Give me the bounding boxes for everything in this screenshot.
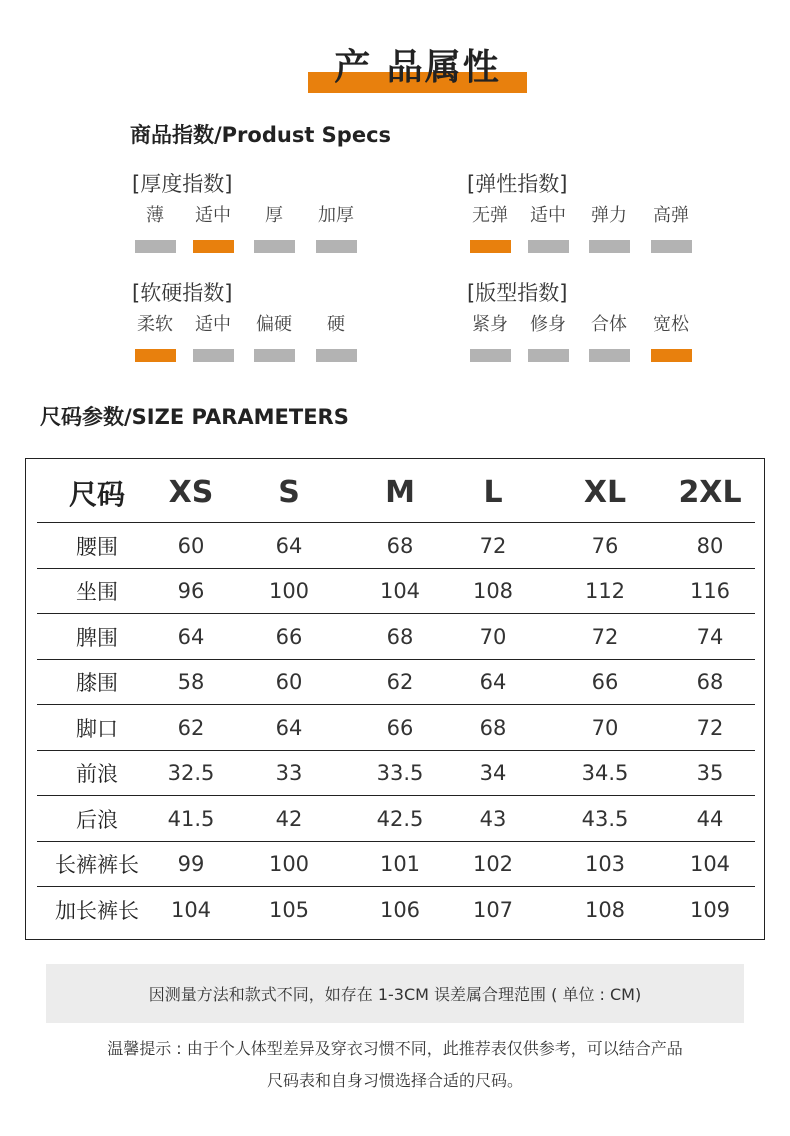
table-row	[37, 614, 755, 660]
table-cell: 106	[379, 897, 421, 922]
index-group-thickness	[132, 170, 392, 260]
table-cell: 66	[386, 715, 414, 740]
table-cell: 58	[177, 670, 205, 694]
index-option	[525, 313, 587, 363]
page-title: 产 品属性	[334, 47, 501, 88]
table-cell: 72	[696, 715, 724, 740]
table-cell: 99	[177, 852, 205, 876]
index-group-fit	[467, 279, 727, 369]
index-heading: [版型指数]	[467, 281, 568, 305]
index-option-label: 偏硬	[256, 314, 292, 335]
table-cell: 66	[591, 670, 619, 694]
index-option-label: 硬	[327, 314, 345, 335]
specs-section-title: 商品指数/Produst Specs	[130, 123, 392, 147]
table-cell: 44	[696, 806, 724, 831]
table-cell: 33	[275, 761, 303, 785]
table-cell: 41.5	[167, 806, 215, 831]
table-cell: 116	[689, 579, 731, 603]
table-row	[37, 751, 755, 796]
table-cell: 68	[386, 533, 414, 558]
table-cell: 34	[479, 761, 507, 785]
size-section-title: 尺码参数/SIZE PARAMETERS	[40, 405, 349, 429]
measurement-label: 长裤裤长	[55, 853, 139, 877]
measurement-note: 因测量方法和款式不同，如存在 1-3CM 误差属合理范围 ( 单位 : CM)	[148, 985, 642, 1004]
index-indicator	[651, 240, 692, 253]
table-cell: 80	[696, 533, 724, 558]
table-cell: 107	[472, 897, 514, 922]
measurement-label: 膝围	[76, 671, 118, 695]
table-cell: 96	[177, 579, 205, 603]
index-indicator	[254, 349, 295, 362]
table-cell: 35	[696, 761, 724, 785]
table-cell: 64	[275, 533, 303, 558]
index-option-label: 弹力	[591, 205, 627, 226]
table-cell: 108	[584, 897, 626, 922]
table-cell: 74	[696, 624, 724, 649]
table-row	[37, 569, 755, 614]
index-option	[313, 313, 375, 363]
table-cell: 42.5	[376, 806, 424, 831]
index-indicator	[470, 349, 511, 362]
index-option-label: 适中	[195, 314, 231, 335]
index-option	[467, 204, 529, 254]
index-indicator-active	[470, 240, 511, 253]
index-indicator	[528, 240, 569, 253]
table-cell: 102	[472, 852, 514, 876]
index-option-label: 紧身	[472, 314, 508, 335]
table-row	[37, 523, 755, 569]
measurement-label: 腰围	[76, 534, 118, 559]
index-option	[467, 313, 529, 363]
index-indicator-active	[651, 349, 692, 362]
tip-line: 温馨提示 : 由于个人体型差异及穿衣习惯不同，此推荐表仅供参考，可以结合产品	[107, 1039, 683, 1058]
index-option	[313, 204, 375, 254]
table-cell: 34.5	[581, 761, 629, 785]
index-heading: [厚度指数]	[132, 172, 233, 196]
table-cell: 70	[479, 624, 507, 649]
table-cell: 32.5	[167, 761, 215, 785]
table-cell: 33.5	[376, 761, 424, 785]
size-column-header: 尺码	[68, 477, 125, 511]
index-option-label: 宽松	[653, 314, 689, 335]
index-option	[586, 204, 648, 254]
index-indicator-active	[193, 240, 234, 253]
size-header-cell: S	[278, 475, 300, 510]
measurement-label: 脾围	[76, 625, 118, 650]
table-cell: 66	[275, 624, 303, 649]
table-cell: 109	[689, 897, 731, 922]
table-cell: 108	[472, 579, 514, 603]
index-indicator	[135, 240, 176, 253]
index-indicator	[316, 349, 357, 362]
index-option-label: 薄	[146, 205, 164, 226]
index-option	[190, 313, 252, 363]
table-cell: 42	[275, 806, 303, 831]
table-cell: 62	[386, 670, 414, 694]
table-cell: 105	[268, 897, 310, 922]
table-cell: 112	[584, 579, 626, 603]
size-header-cell: L	[483, 475, 503, 510]
table-cell: 104	[379, 579, 421, 603]
table-cell: 43.5	[581, 806, 629, 831]
measurement-label: 坐围	[76, 580, 118, 604]
table-cell: 68	[696, 670, 724, 694]
table-header-row	[37, 463, 755, 523]
index-indicator-active	[135, 349, 176, 362]
index-option-label: 加厚	[318, 205, 354, 226]
measurement-note-box	[46, 964, 744, 1023]
index-option	[648, 204, 710, 254]
index-option-label: 厚	[265, 205, 283, 226]
index-option-label: 适中	[195, 205, 231, 226]
size-header-cell: XL	[583, 475, 627, 510]
table-cell: 68	[479, 715, 507, 740]
index-indicator	[316, 240, 357, 253]
index-group-softness	[132, 279, 392, 369]
measurement-label: 脚口	[76, 716, 118, 741]
table-cell: 60	[177, 533, 205, 558]
table-cell: 100	[268, 579, 310, 603]
table-cell: 68	[386, 624, 414, 649]
index-indicator	[254, 240, 295, 253]
table-cell: 104	[170, 897, 212, 922]
measurement-label: 后浪	[76, 807, 118, 832]
size-header-cell: M	[385, 475, 415, 510]
table-cell: 64	[177, 624, 205, 649]
table-cell: 72	[591, 624, 619, 649]
index-option	[251, 313, 313, 363]
size-table	[25, 458, 765, 940]
measurement-label: 加长裤长	[55, 898, 139, 923]
table-cell: 100	[268, 852, 310, 876]
index-option	[132, 313, 194, 363]
tip-line: 尺码表和自身习惯选择合适的尺码。	[266, 1071, 523, 1090]
index-indicator	[528, 349, 569, 362]
table-cell: 72	[479, 533, 507, 558]
index-indicator	[589, 240, 630, 253]
index-heading: [弹性指数]	[467, 172, 568, 196]
measurement-label: 前浪	[76, 762, 118, 786]
index-option	[648, 313, 710, 363]
table-cell: 76	[591, 533, 619, 558]
table-row	[37, 705, 755, 751]
index-option	[525, 204, 587, 254]
index-option-label: 高弹	[653, 205, 689, 226]
index-option-label: 无弹	[472, 205, 508, 226]
table-cell: 43	[479, 806, 507, 831]
index-indicator	[589, 349, 630, 362]
index-option	[586, 313, 648, 363]
table-cell: 104	[689, 852, 731, 876]
index-heading: [软硬指数]	[132, 281, 233, 305]
index-group-elasticity	[467, 170, 727, 260]
index-option-label: 适中	[530, 205, 566, 226]
index-option-label: 合体	[591, 314, 627, 335]
index-option-label: 柔软	[137, 314, 173, 335]
index-option	[190, 204, 252, 254]
table-cell: 101	[379, 852, 421, 876]
index-option	[251, 204, 313, 254]
table-cell: 62	[177, 715, 205, 740]
index-option	[132, 204, 194, 254]
table-cell: 60	[275, 670, 303, 694]
table-row	[37, 660, 755, 705]
size-header-cell: 2XL	[678, 475, 742, 510]
table-cell: 103	[584, 852, 626, 876]
table-row	[37, 796, 755, 842]
table-cell: 64	[275, 715, 303, 740]
index-option-label: 修身	[530, 314, 566, 335]
size-header-cell: XS	[168, 475, 214, 510]
table-row	[37, 887, 755, 932]
table-cell: 70	[591, 715, 619, 740]
table-cell: 64	[479, 670, 507, 694]
table-row	[37, 842, 755, 887]
index-indicator	[193, 349, 234, 362]
